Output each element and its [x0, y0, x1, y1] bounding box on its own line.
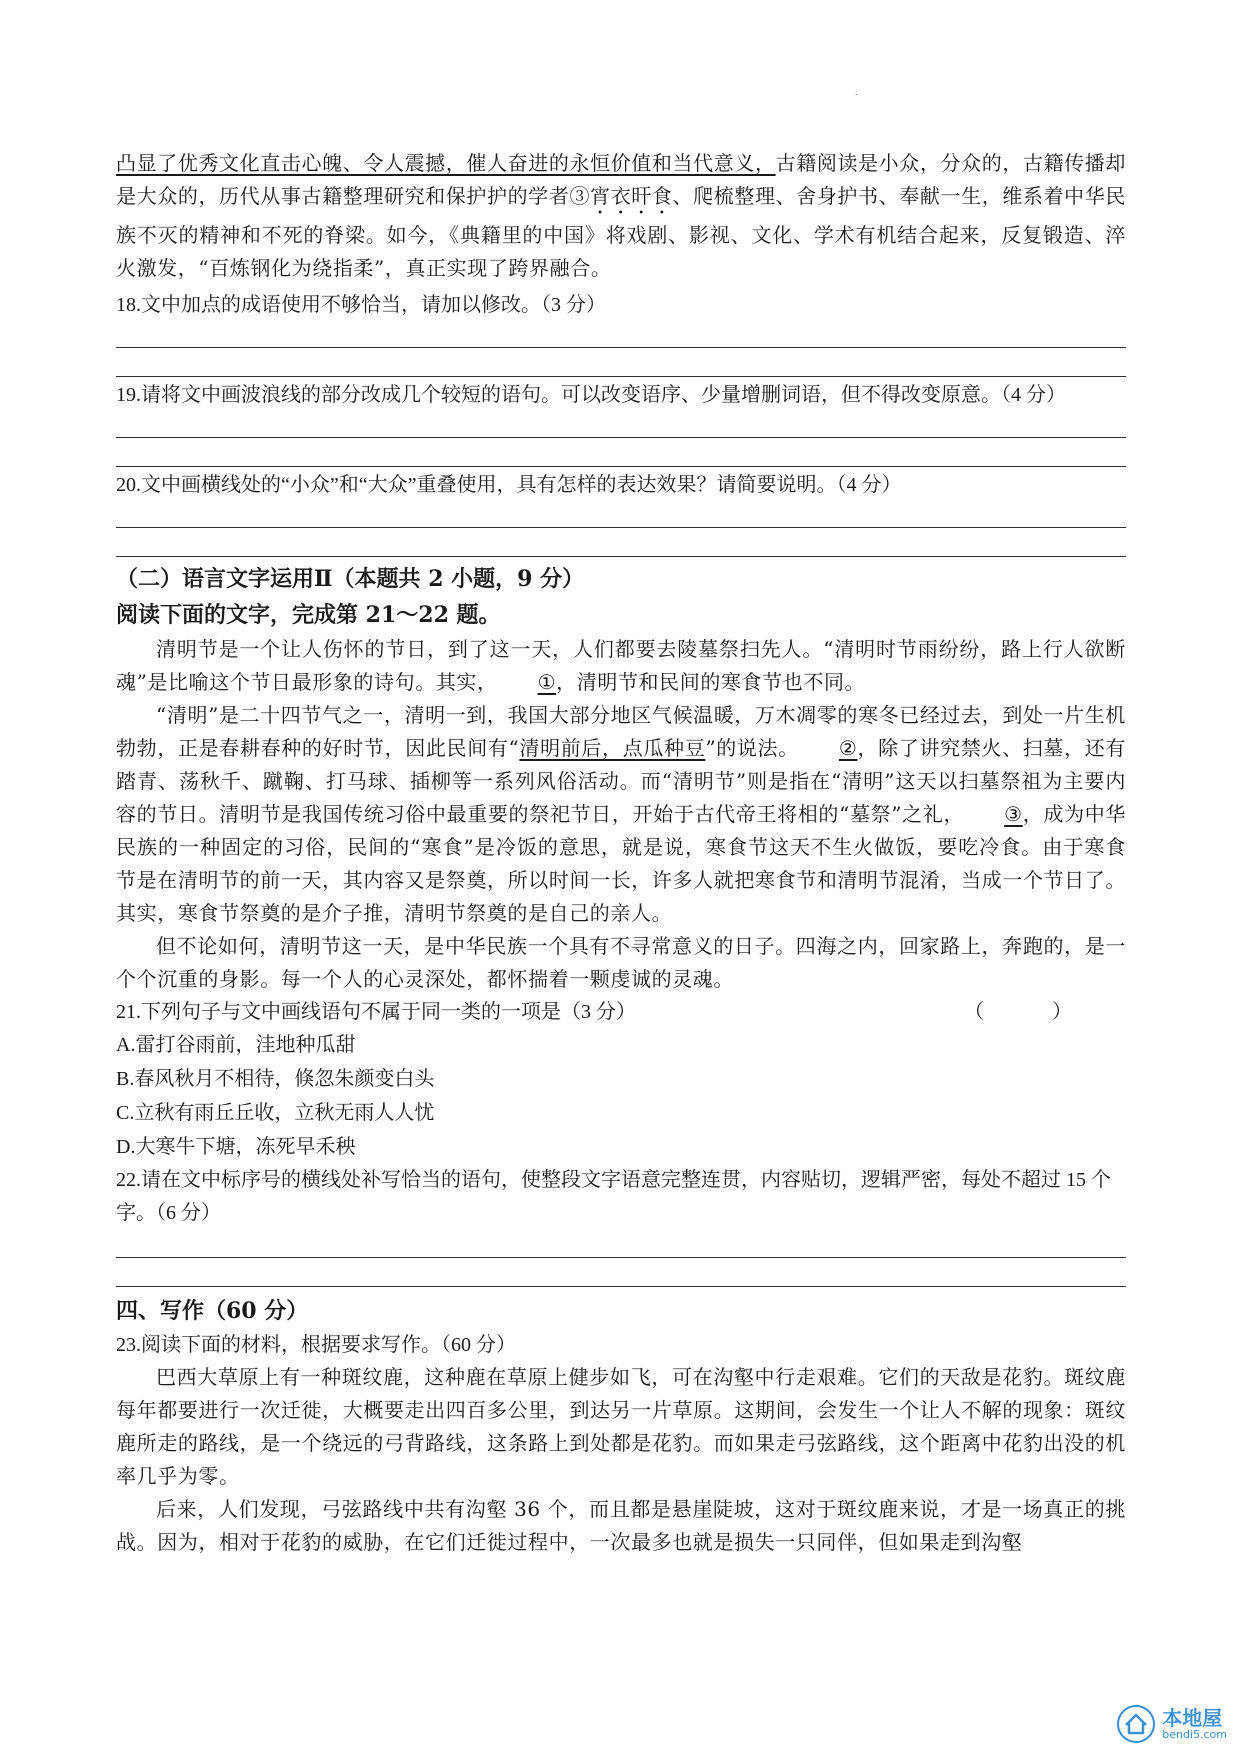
- passage1: [116, 147, 1126, 285]
- question-19: 19.请将文中画波浪线的部分改成几个较短的语句。可以改变语序、少量增删词语，但不得改变原意。（4 分）: [116, 384, 1066, 406]
- question-23: 23.阅读下面的材料，根据要求写作。（60 分）: [116, 1334, 516, 1356]
- passage3-p2: 后来，人们发现，弓弦路线中共有沟壑 36 个，而且都是悬崖陡坡，这对于斑纹鹿来说，才是一场真正的挑战。因为，相对于花豹的威胁，在它们迁徙过程中，一次最多也就是损失一只同伴，但如果走到沟壑: [116, 1497, 1126, 1554]
- passage1-middle: 古籍阅读是小众，分众的，古籍传播却是大众的，历代从事古籍整理研究和保护护的学者③: [116, 151, 1127, 208]
- underlined-sentence: 凸显了优秀文化直击心魄、令人震撼，催人奋进的永恒价值和当代意义，: [116, 151, 776, 175]
- option-b[interactable]: B.春风秋月不相待，倏忽朱颜变白头: [116, 1068, 435, 1090]
- section-2-instruction: 阅读下面的文字，完成第 21～22 题。: [116, 602, 501, 628]
- watermark-url: bendi5.com: [1162, 1727, 1227, 1741]
- passage2-text: ”的说法。: [705, 736, 799, 760]
- passage2-text: 清明节是一个让人伤怀的节日，到了这一天，人们都要去陵墓祭扫先人。“清明时节雨纷纷，路上行人欲断魂”是比喻这个节日最形象的诗句。其实，: [116, 637, 1126, 694]
- answer-line[interactable]: [116, 1258, 1126, 1287]
- passage3-p1: 巴西大草原上有一种斑纹鹿，这种鹿在草原上健步如飞，可在沟壑中行走艰难。它们的天敌是花豹。斑纹鹿每年都要进行一次迁徙，大概要走出四百多公里，到达另一片草原。这期间，会发生一个让人不解的现象：斑纹鹿所走的路线，是一个绕远的弓背路线，这条路上到处都是花豹。而如果走弓弦路线，这个距离中花豹出没的机率几乎为零。: [116, 1365, 1126, 1488]
- question-21: [116, 996, 1126, 1028]
- question-18: 18.文中加点的成语使用不够恰当，请加以修改。（3 分）: [116, 294, 606, 316]
- passage2-p1: [116, 633, 1126, 699]
- passage2-text: ，除了讲究禁火、扫墓，还有踏青、荡秋千、蹴鞠、打马球、插柳等一系列风俗活动。而“清明节”则是指在“清明”这天以扫墓祭祖为主要内容的节日。清明节是我国传统习俗中最重要的祭祀节日，开始于古代帝王将相的“墓祭”之礼，: [116, 736, 1126, 826]
- question-21-stem: 21.下列句子与文中画线语句不属于同一类的一项是（3 分）: [116, 1001, 636, 1023]
- passage1-rest: 、爬梳整理、舍身护书、奉献一生，维系着中华民族不灭的精神和不死的脊梁。如今，《典籍里的中国》将戏剧、影视、文化、学术有机结合起来，反复锻造、淬火激发，“百炼钢化为绕指柔”，真正实现了跨界融合。: [116, 184, 1126, 280]
- answer-line[interactable]: [116, 438, 1126, 467]
- blank-3[interactable]: ③: [1004, 802, 1023, 826]
- blank-2[interactable]: ②: [838, 736, 858, 760]
- watermark-text: [1162, 1705, 1227, 1741]
- passage2-text: ，清明节和民间的寒食节也不同。: [556, 670, 866, 694]
- answer-line[interactable]: [116, 348, 1126, 377]
- answer-line[interactable]: [116, 501, 1126, 528]
- answer-line[interactable]: [116, 321, 1126, 348]
- house-icon: [1116, 1704, 1156, 1744]
- section-2-title: （二）语言文字运用Ⅱ（本题共 2 小题，9 分）: [116, 566, 585, 592]
- answer-line[interactable]: [116, 1230, 1126, 1258]
- passage2-p3: 但不论如何，清明节这一天，是中华民族一个具有不寻常意义的日子。四海之内，回家路上，奔跑的，是一个个沉重的身影。每一个人的心灵深处，都怀揣着一颗虔诚的灵魂。: [116, 934, 1126, 991]
- watermark: [1116, 1704, 1227, 1744]
- option-a[interactable]: A.雷打谷雨前，洼地种瓜甜: [116, 1034, 356, 1056]
- passage2-p2: [116, 699, 1126, 930]
- passage2-text: ，成为中华民族的一种固定的习俗，民间的“寒食”是冷饭的意思，就是说，寒食节这天不生火做饭，要吃冷食。由于寒食节是在清明节的前一天，其内容又是祭奠，所以时间一长，许多人就把寒食节和清明节混淆，当成一个节日了。其实，寒食节祭奠的是介子推，清明节祭奠的是自己的亲人。: [116, 802, 1127, 925]
- answer-line[interactable]: [116, 411, 1126, 438]
- answer-line[interactable]: [116, 528, 1126, 557]
- blank-1[interactable]: ①: [537, 670, 557, 694]
- section-4-title: 四、写作（60 分）: [116, 1298, 309, 1324]
- watermark-brand: 本地屋: [1162, 1705, 1223, 1730]
- option-d[interactable]: D.大寒牛下塘，冻死早禾秧: [116, 1136, 356, 1158]
- underlined-saying: 清明前后，点瓜种豆: [519, 736, 706, 760]
- question-20: 20.文中画横线处的“小众”和“大众”重叠使用，具有怎样的表达效果？请简要说明。（4 分）: [116, 474, 902, 496]
- option-c[interactable]: C.立秋有雨丘丘收，立秋无雨人人忧: [116, 1102, 435, 1124]
- top-mark: .: [855, 88, 858, 97]
- page-content: [116, 147, 1126, 1559]
- question-22: 22.请在文中标序号的横线处补写恰当的语句，使整段文字语意完整连贯，内容贴切，逻辑严密，每处不超过 15 个字。（6 分）: [116, 1169, 1111, 1224]
- passage2-text: “清明”是二十四节气之一，清明一到，我国大部分地区气候温暖，万木凋零的寒冬已经过去，到处一片生机勃勃，正是春耕春种的好时节，因此民间有“: [116, 703, 1126, 760]
- dotted-idiom: 宵衣旰食: [590, 184, 673, 208]
- answer-bracket[interactable]: （ ）: [964, 1001, 1096, 1023]
